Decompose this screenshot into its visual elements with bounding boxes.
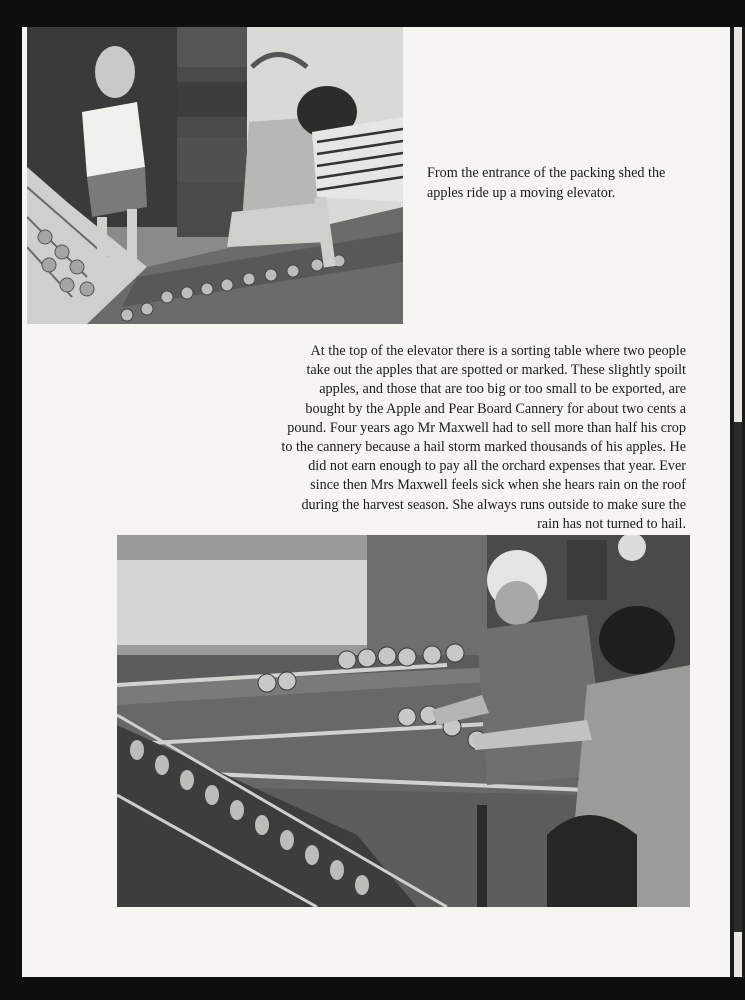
body-line: did not earn enough to pay all the orchard expenses that year. Ever — [308, 458, 686, 475]
body-paragraph — [200, 342, 686, 534]
body-line: At the top of the elevator there is a sorting table where two people — [310, 343, 686, 359]
photo-caption: From the entrance of the packing shed the apples ride up a moving elevator. — [427, 165, 666, 201]
body-line: rain has not turned to hail. — [537, 515, 686, 532]
page-shadow — [734, 422, 742, 932]
photo-sorting-table — [117, 535, 690, 907]
page-edge — [730, 27, 745, 977]
body-line: take out the apples that are spotted or marked. These slightly spoilt — [306, 362, 686, 379]
body-line: apples, and those that are too big or too small to be exported, are — [319, 381, 686, 398]
body-line: during the harvest season. She always runs outside to make sure the — [301, 496, 686, 513]
photo-children-at-elevator — [27, 27, 403, 324]
body-line: pound. Four years ago Mr Maxwell had to sell more than half his crop — [287, 419, 686, 436]
book-page — [22, 27, 730, 977]
body-line: bought by the Apple and Pear Board Cannery for about two cents a — [305, 400, 686, 417]
body-line: since then Mrs Maxwell feels sick when she hears rain on the roof — [310, 477, 686, 494]
body-line: to the cannery because a hail storm marked thousands of his apples. He — [281, 439, 686, 456]
